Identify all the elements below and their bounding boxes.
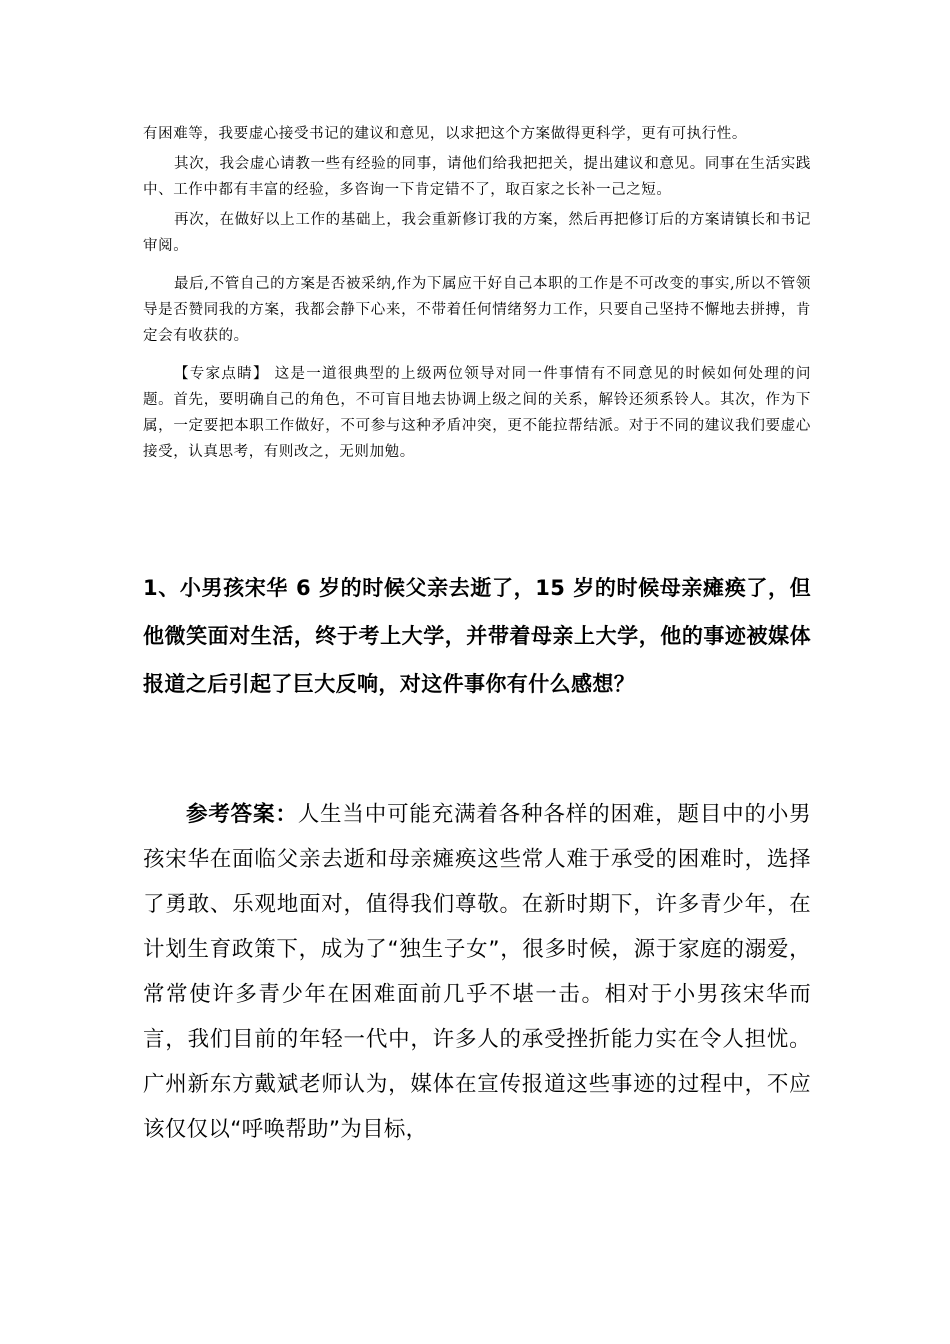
question-heading: 1、小男孩宋华 6 岁的时候父亲去逝了，15 岁的时候母亲瘫痪了，但他微笑面对生活，终于考上大学，并带着母亲上大学，他的事迹被媒体报道之后引起了巨大反响，对这件事你有什么感想？ xyxy=(143,576,811,696)
paragraph-finally: 最后,不管自己的方案是否被采纳,作为下属应干好自己本职的工作是不可改变的事实,所以不管领导是否赞同我的方案，我都会静下心来，不带着任何情绪努力工作，只要自己坚持不懈地去拼搏，肯定会有收获的。 xyxy=(143,276,811,344)
reference-answer xyxy=(143,792,811,1152)
answer-label: 参考答案： xyxy=(186,802,298,827)
answer-text: 人生当中可能充满着各种各样的困难，题目中的小男孩宋华在面临父亲去逝和母亲瘫痪这些常人难于承受的困难时，选择了勇敢、乐观地面对，值得我们尊敬。在新时期下，许多青少年，在计划生育政策下，成为了“独生子女”，很多时候，源于家庭的溺爱，常常使许多青少年在困难面前几乎不堪一击。相对于小男孩宋华而言，我们目前的年轻一代中，许多人的承受挫折能力实在令人担忧。广州新东方戴斌老师认为，媒体在宣传报道这些事迹的过程中，不应该仅仅以“呼唤帮助”为目标， xyxy=(143,802,811,1142)
paragraph-continuation: 有困难等，我要虚心接受书记的建议和意见，以求把这个方案做得更科学，更有可执行性。 xyxy=(143,126,747,142)
paragraph-secondly: 其次，我会虚心请教一些有经验的同事，请他们给我把把关，提出建议和意见。同事在生活实践中、工作中都有丰富的经验，多咨询一下肯定错不了，取百家之长补一己之短。 xyxy=(143,156,811,198)
paragraph-thirdly: 再次，在做好以上工作的基础上，我会重新修订我的方案，然后再把修订后的方案请镇长和书记审阅。 xyxy=(143,212,811,254)
paragraph-expert-comment: 【专家点睛】 这是一道很典型的上级两位领导对同一件事情有不同意见的时候如何处理的问题。首先，要明确自己的角色，不可盲目地去协调上级之间的关系，解铃还须系铃人。其次，作为下属，一定要把本职工作做好，不可参与这种矛盾冲突，更不能拉帮结派。对于不同的建议我们要虚心接受，认真思考，有则改之，无则加勉。 xyxy=(143,366,811,460)
